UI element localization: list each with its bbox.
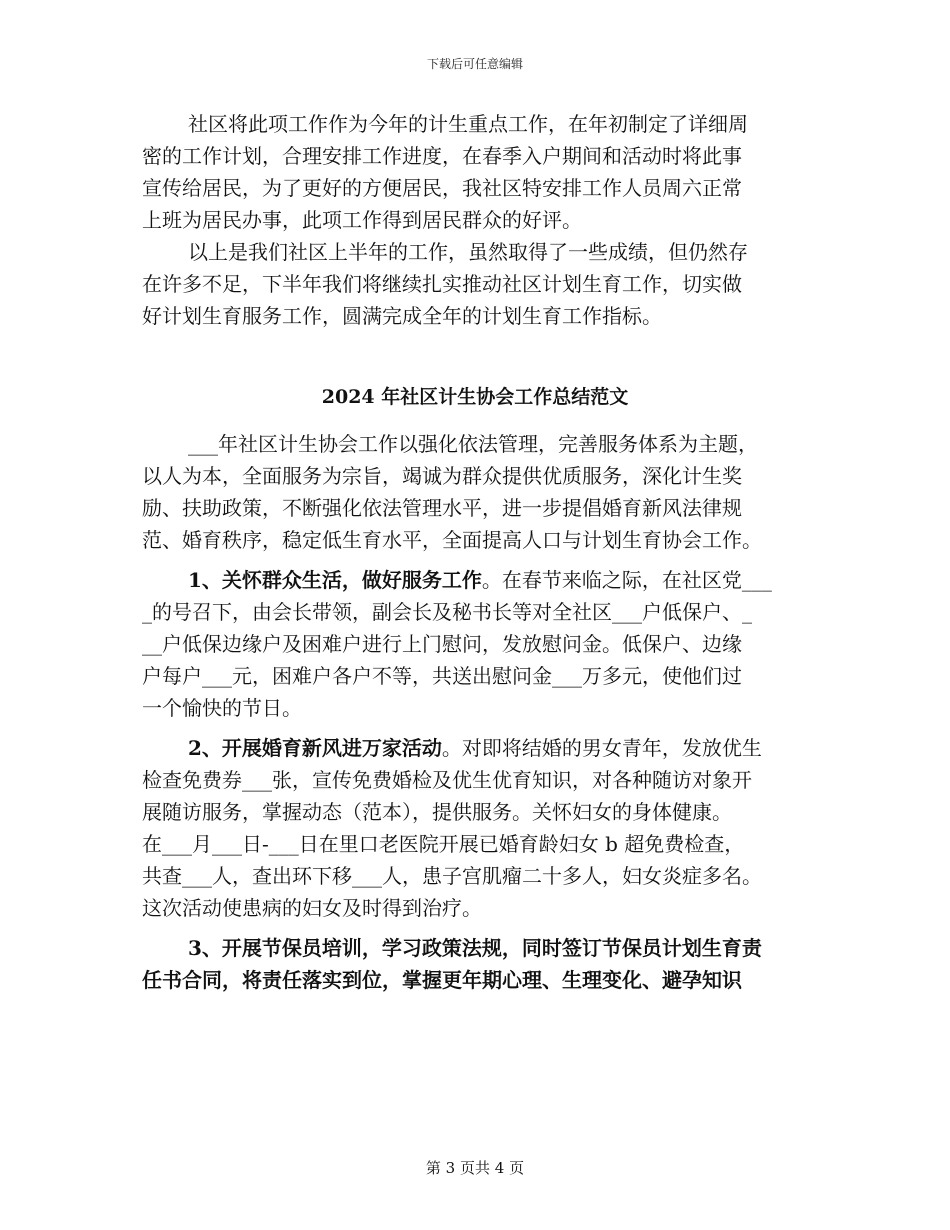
item-2 xyxy=(142,732,822,924)
text-line: 以人为本，全面服务为宗旨，竭诚为群众提供优质服务，深化计生奖 xyxy=(142,464,742,488)
text-line: 范、婚育秩序，稳定低生育水平，全面提高人口与计划生育协会工作。 xyxy=(142,528,762,552)
paragraph-3 xyxy=(142,428,822,556)
text-line: 任书合同，将责任落实到位，掌握更年期心理、生理变化、避孕知识 xyxy=(142,968,742,992)
text-line: 展随访服务，掌握动态（范本），提供服务。关怀妇女的身体健康。 xyxy=(142,800,732,824)
text-line: 一个愉快的节日。 xyxy=(142,696,302,720)
text-line: 这次活动使患病的妇女及时得到治疗。 xyxy=(142,896,482,920)
text-line: ___年社区计生协会工作以强化依法管理，完善服务体系为主题， xyxy=(188,432,758,456)
page-footer: 第 3 页共 4 页 xyxy=(425,1159,525,1177)
text-line: 共查___人，查出环下移___人，患子宫肌瘤二十多人，妇女炎症多名。 xyxy=(142,864,762,888)
item-1-heading: 1、关怀群众生活，做好服务工作 xyxy=(188,568,482,592)
paragraph-1 xyxy=(142,108,822,236)
text-line xyxy=(142,564,822,596)
text-line: __户低保边缘户及困难户进行上门慰问，发放慰问金。低保户、边缘 xyxy=(142,632,742,656)
text-line: 在许多不足，下半年我们将继续扎实推动社区计划生育工作，切实做 xyxy=(142,272,742,296)
text-line: 检查免费券___张，宣传免费婚检及优生优育知识，对各种随访对象开 xyxy=(142,768,752,792)
item-2-text: 。对即将结婚的男女青年，发放优生 xyxy=(441,736,762,760)
section-title: 2024 年社区计生协会工作总结范文 xyxy=(321,386,629,408)
document-body-2 xyxy=(142,428,822,996)
item-2-heading: 2、开展婚育新风进万家活动 xyxy=(188,736,442,760)
text-line: 宣传给居民，为了更好的方便居民，我社区特安排工作人员周六正常 xyxy=(142,176,742,200)
text-line: _的号召下，由会长带领，副会长及秘书长等对全社区___户低保户、_ xyxy=(142,600,752,624)
text-line: 在___月___日-___日在里口老医院开展已婚育龄妇女 b 超免费检查， xyxy=(142,832,745,856)
text-line: 励、扶助政策，不断强化依法管理水平，进一步提倡婚育新风法律规 xyxy=(142,496,742,520)
text-line: 密的工作计划，合理安排工作进度，在春季入户期间和活动时将此事 xyxy=(142,144,742,168)
text-line: 好计划生育服务工作，圆满完成全年的计划生育工作指标。 xyxy=(142,304,662,328)
text-line: 上班为居民办事，此项工作得到居民群众的好评。 xyxy=(142,208,582,232)
document-body xyxy=(142,108,822,332)
item-3 xyxy=(142,932,822,996)
text-line: 社区将此项工作作为今年的计生重点工作，在年初制定了详细周 xyxy=(188,112,748,136)
text-line: 户每户___元，困难户各户不等，共送出慰问金___万多元，使他们过 xyxy=(142,664,742,688)
item-1-text: 。在春节来临之际，在社区党___ xyxy=(481,568,772,592)
text-line: 3、开展节保员培训，学习政策法规，同时签订节保员计划生育责 xyxy=(188,936,762,960)
paragraph-2 xyxy=(142,236,822,332)
text-line xyxy=(142,732,822,764)
item-1 xyxy=(142,564,822,724)
page-header: 下载后可任意编辑 xyxy=(426,57,523,71)
text-line: 以上是我们社区上半年的工作，虽然取得了一些成绩，但仍然存 xyxy=(188,240,748,264)
